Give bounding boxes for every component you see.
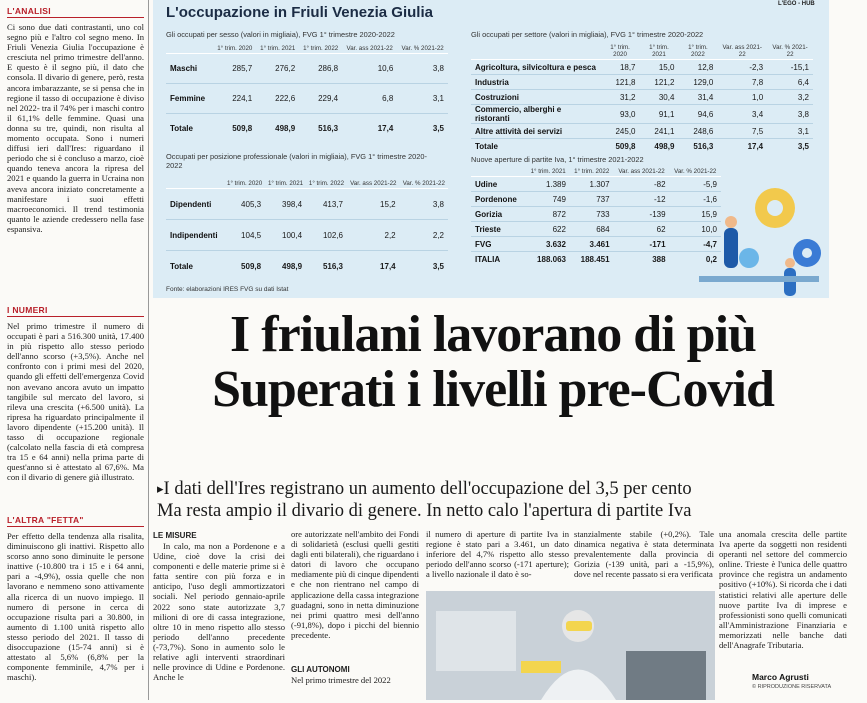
section-label-analisi: L'ANALISI — [7, 6, 144, 18]
table-cell: 121,8 — [601, 75, 640, 90]
body-column-4 — [574, 529, 714, 589]
table-vat-caption: Nuove aperture di partite Iva, 1° trimestre 2021-2022 — [471, 155, 644, 164]
table-cell: 3,5 — [767, 139, 813, 154]
fetta-text: Per effetto della tendenza alla risalita, diminuiscono gli inattivi. Rispetto allo scorso anno sono diminuite le persone inattive (-10.800 tra i 15 e i 64 anni, pari a -4,9%), ossia quelle che non lavorano e nemmeno sono attivamente alla ricerca di un nuovo impiego. Il numero di persone in cerca di occupazione risulta pari a 30.800, in aumento di 1.100 unità rispetto allo stesso periodo del 2021. Il tasso di disoccupazione (15-74 anni) si è attestato al 5,6% (6,8% per la componente femminile, 4,7% per i maschi). — [7, 531, 144, 683]
column-header: 1° trim. 2021 — [265, 179, 306, 189]
table-cell: 100,4 — [265, 220, 306, 251]
section-label-fetta: L'ALTRA "FETTA" — [7, 515, 144, 527]
table-cell: 0,2 — [670, 252, 721, 267]
table-cell: 3.461 — [570, 237, 614, 252]
table-row — [471, 222, 721, 237]
table-cell: -5,9 — [670, 177, 721, 192]
sidebar — [7, 6, 144, 703]
column-header: 1° trim. 2020 — [213, 44, 256, 54]
headline-line-2: Superati i livelli pre-Covid — [212, 361, 774, 418]
table-cell: 241,1 — [640, 124, 679, 139]
row-label: Totale — [471, 139, 601, 154]
table-cell: 498,9 — [640, 139, 679, 154]
body-text-4: stanzialmente stabile (+0,2%). Tale dinamica negativa è stata determinata prevalentemente dalla provincia di Gorizia (-139 unità, pari a -15,9%), dove nel recente passato si era verificata — [574, 529, 714, 580]
table-cell: 737 — [570, 192, 614, 207]
table-cell: 17,4 — [717, 139, 767, 154]
row-label: Commercio, alberghi e ristoranti — [471, 105, 601, 124]
table-cell: 509,8 — [601, 139, 640, 154]
table-cell: 398,4 — [265, 189, 306, 220]
table-cell: 91,1 — [640, 105, 679, 124]
table-cell: 17,4 — [342, 114, 397, 144]
reproduction-notice: © RIPRODUZIONE RISERVATA — [752, 684, 832, 690]
table-cell: 3,8 — [767, 105, 813, 124]
table-cell: 30,4 — [640, 90, 679, 105]
header-blank — [166, 44, 213, 54]
table-cell: 872 — [526, 207, 570, 222]
column-header: Var. % 2021-22 — [400, 179, 448, 189]
table-cell: 1,0 — [717, 90, 767, 105]
table-cell: 94,6 — [678, 105, 717, 124]
header-blank — [471, 43, 601, 60]
table-new-vat-numbers — [471, 167, 721, 267]
column-header: 1° trim. 2020 — [601, 43, 640, 60]
table-cell: -4,7 — [670, 237, 721, 252]
deck-line-1: I dati dell'Ires registrano un aumento dell'occupazione del 3,5 per cento — [163, 479, 692, 499]
row-label: Femmine — [166, 84, 213, 114]
table-cell: 3.632 — [526, 237, 570, 252]
table-cell: 3,2 — [767, 90, 813, 105]
table-row — [471, 207, 721, 222]
column-header: Var. ass 2021-22 — [717, 43, 767, 60]
body-column-5 — [719, 529, 847, 667]
table-cell: 7,8 — [717, 75, 767, 90]
table-cell: 15,2 — [347, 189, 400, 220]
table-row — [166, 84, 448, 114]
table-cell: 7,5 — [717, 124, 767, 139]
table-row — [471, 192, 721, 207]
table-cell: 3,1 — [767, 124, 813, 139]
table-sector-caption: Gli occupati per settore (valori in migliaia), FVG 1° trimestre 2020-2022 — [471, 30, 704, 39]
table-cell: 516,3 — [678, 139, 717, 154]
table-cell: 3,5 — [400, 251, 448, 282]
body-column-2 — [291, 529, 419, 685]
table-cell: 1.307 — [570, 177, 614, 192]
table-cell: -171 — [614, 237, 670, 252]
table-cell: 15,0 — [640, 60, 679, 75]
table-cell: 224,1 — [213, 84, 256, 114]
column-header: Var. ass 2021-22 — [347, 179, 400, 189]
table-cell: 286,8 — [299, 54, 342, 84]
table-cell: -1,6 — [670, 192, 721, 207]
table-cell: 17,4 — [347, 251, 400, 282]
section-label-numeri: I NUMERI — [7, 305, 144, 317]
table-row — [471, 237, 721, 252]
row-label: Industria — [471, 75, 601, 90]
column-header: 1° trim. 2021 — [256, 44, 299, 54]
column-header: Var. ass 2021-22 — [614, 167, 670, 177]
table-row — [471, 60, 813, 75]
table-row — [166, 189, 448, 220]
column-header: 1° trim. 2022 — [678, 43, 717, 60]
table-row — [166, 251, 448, 282]
table-cell: 498,9 — [265, 251, 306, 282]
table-cell: 2,2 — [400, 220, 448, 251]
table-cell: 6,4 — [767, 75, 813, 90]
body-column-3 — [426, 529, 569, 589]
table-occupied-by-sector — [471, 43, 813, 154]
table-cell: 498,9 — [256, 114, 299, 144]
column-header: 1° trim. 2020 — [224, 179, 265, 189]
body-text-5: una anomala crescita delle partite Iva aperte da soggetti non residenti operanti nel settore del commercio online. Trieste è l'unica delle quattro province che registra un andamento positivo (+10%). Si ricorda che i dati statistici relativi alle aperture delle nuove partite Iva di imprese e professionisti sono quelli comunicati all'Amministrazione Finanziaria e memorizzati nelle banche dati dell'Anagrafe Tributaria. — [719, 529, 847, 651]
table-cell: 622 — [526, 222, 570, 237]
table-cell: 248,6 — [678, 124, 717, 139]
column-header: 1° trim. 2021 — [526, 167, 570, 177]
deck-line-2: Ma resta ampio il divario di genere. In netto calo l'apertura di partite Iva — [157, 501, 692, 521]
table-row — [471, 105, 813, 124]
table-position-caption: Occupati per posizione professionale (valori in migliaia), FVG 1° trimestre 2020-2022 — [166, 152, 427, 170]
table-cell: 245,0 — [601, 124, 640, 139]
table-occupied-by-position — [166, 179, 448, 282]
column-header: 1° trim. 2021 — [640, 43, 679, 60]
table-cell: 388 — [614, 252, 670, 267]
body-text-1: In calo, ma non a Pordenone e a Udine, cioè dove la crisi dei componenti e delle materie prime si è fatta sentire con più forza e in anticipo, l'uso degli ammortizzatori sociali. Nel periodo gennaio-aprile 2022 sono state autorizzate 3,7 milioni di ore di cassa integrazione, oltre 10 in meno rispetto allo stesso periodo dell'anno precedente (-73,7%). Sono in aumento solo le relative agli interventi straordinari nelle province di Udine e Pordenone. Anche le — [153, 541, 285, 683]
table-row — [166, 54, 448, 84]
infographic-title: L'occupazione in Friuli Venezia Giulia — [166, 4, 433, 21]
table-cell: 18,7 — [601, 60, 640, 75]
body-text-2: ore autorizzate nell'ambito dei Fondi di solidarietà (esclusi quelli gestiti dagli enti bilaterali), che riguardano i datori di lavoro che occupano mediamente più di cinque dipendenti e che non rientrano nel campo di applicazione della cassa integrazione guadagni, sono in netta diminuzione nei primi quattro mesi dell'anno (-91,8%), dopo i picchi del biennio precedente. — [291, 529, 419, 640]
table-row — [471, 75, 813, 90]
table-cell: -139 — [614, 207, 670, 222]
numbers-text: Nel primo trimestre il numero di occupati è pari a 516.300 unità, 17.400 in più rispetto allo stesso periodo dell'anno scorso (+3,5%). Anche nel confronto con i primi mesi del 2020, quando gli effetti dell'emergenza Covid non avevano ancora avuto un impatto tangibile sul mercato del lavoro, si rileva una crescita (+6.500 unità). La ripresa ha riguardato principalmente il lavoro dipendente (+15.200 unità). Il tasso di occupazione regionale (calcolato nella fascia di età compresa tra 15 e 64 anni) nella prima parte di quest'anno si è attestato al 67,6%. Ma con il divario di genere già illustrato. — [7, 321, 144, 483]
photo-worker-factory — [426, 591, 715, 700]
table-row — [471, 252, 721, 267]
table-row — [471, 124, 813, 139]
table-cell: 10,6 — [342, 54, 397, 84]
table-cell: 276,2 — [256, 54, 299, 84]
row-label: Dipendenti — [166, 189, 224, 220]
table-cell: 749 — [526, 192, 570, 207]
row-label: Maschi — [166, 54, 213, 84]
byline: Marco Agrusti — [752, 672, 809, 682]
column-header: Var. % 2021-22 — [670, 167, 721, 177]
table-cell: 229,4 — [299, 84, 342, 114]
table-sex-caption: Gli occupati per sesso (valori in migliaia), FVG 1° trimestre 2020-2022 — [166, 30, 395, 39]
table-row — [471, 90, 813, 105]
table-row — [471, 177, 721, 192]
table-cell: 31,4 — [678, 90, 717, 105]
row-label: Totale — [166, 114, 213, 144]
row-label: Pordenone — [471, 192, 526, 207]
row-label: Totale — [166, 251, 224, 282]
table-cell: -12 — [614, 192, 670, 207]
table-cell: 516,3 — [306, 251, 347, 282]
table-cell: 509,8 — [224, 251, 265, 282]
table-cell: 121,2 — [640, 75, 679, 90]
row-label: Indipendenti — [166, 220, 224, 251]
table-cell: 2,2 — [347, 220, 400, 251]
table-cell: -15,1 — [767, 60, 813, 75]
header-blank — [166, 179, 224, 189]
table-cell: 285,7 — [213, 54, 256, 84]
body-column-1 — [153, 529, 285, 699]
table-cell: 509,8 — [213, 114, 256, 144]
table-cell: 10,0 — [670, 222, 721, 237]
row-label: Altre attività dei servizi — [471, 124, 601, 139]
table-cell: 3,1 — [397, 84, 448, 114]
table-cell: 31,2 — [601, 90, 640, 105]
table-cell: 222,6 — [256, 84, 299, 114]
table-cell: 684 — [570, 222, 614, 237]
table-cell: 93,0 — [601, 105, 640, 124]
analysis-text: Ci sono due dati contrastanti, uno col segno più e l'altro col segno meno. In Friuli Venezia Giulia l'occupazione è cresciuta nel primo trimestre dell'anno. E questo è il segno più, il dato che consola. Il divario di genere, però, resta ancora imbarazzante, se si pensa che in regione il tasso di occupazione è diviso nel 2022- tra il 74% per i maschi contro il 61,1% delle femmine. Quasi una donna su tre, quindi, non risulta al momento occupata. Sono i numeri diffusi ieri dall'Ires: riguardano il periodo che si è concluso a marzo, cioè quando teneva ancora la ripresa del 2021 e quando la guerra in Ucraina non aveva ancora iniziato concretamente a manifestare i suoi effetti macroeconomici. Il trend testimonia quanto le aziende credessero nella fase espansiva. — [7, 22, 144, 234]
column-header: Var. ass 2021-22 — [342, 44, 397, 54]
table-row — [471, 139, 813, 154]
table-cell: -2,3 — [717, 60, 767, 75]
row-label: Costruzioni — [471, 90, 601, 105]
table-cell: 3,8 — [397, 54, 448, 84]
row-label: Udine — [471, 177, 526, 192]
table-cell: 188.451 — [570, 252, 614, 267]
table-cell: -82 — [614, 177, 670, 192]
row-label: Gorizia — [471, 207, 526, 222]
column-header: 1° trim. 2022 — [306, 179, 347, 189]
table-cell: 6,8 — [342, 84, 397, 114]
row-label: ITALIA — [471, 252, 526, 267]
table-cell: 413,7 — [306, 189, 347, 220]
table-cell: 104,5 — [224, 220, 265, 251]
table-cell: 188.063 — [526, 252, 570, 267]
table-cell: 3,8 — [400, 189, 448, 220]
table-cell: 3,5 — [397, 114, 448, 144]
deck: ▸I dati dell'Ires registrano un aumento dell'occupazione del 3,5 per cento Ma resta ampio il divario di genere. In netto calo l'apertura di partite Iva — [157, 478, 837, 522]
headline — [148, 307, 838, 417]
column-header: 1° trim. 2022 — [299, 44, 342, 54]
table-cell: 62 — [614, 222, 670, 237]
table-cell: 733 — [570, 207, 614, 222]
table-cell: 405,3 — [224, 189, 265, 220]
subhead-autonomi: GLI AUTONOMI — [291, 665, 350, 674]
table-cell: 3,4 — [717, 105, 767, 124]
row-label: Trieste — [471, 222, 526, 237]
table-cell: 15,9 — [670, 207, 721, 222]
table-cell: 516,3 — [299, 114, 342, 144]
table-cell: 102,6 — [306, 220, 347, 251]
table-row — [166, 114, 448, 144]
body-text-2b: Nel primo trimestre del 2022 — [291, 675, 391, 685]
table-cell: 1.389 — [526, 177, 570, 192]
infographic-source: Fonte: elaborazioni IRES FVG su dati Istat — [166, 286, 289, 293]
worker-photo-illustration — [426, 591, 715, 700]
table-occupied-by-sex — [166, 44, 448, 144]
column-header: Var. % 2021-22 — [767, 43, 813, 60]
table-cell: 129,0 — [678, 75, 717, 90]
row-label: Agricoltura, silvicoltura e pesca — [471, 60, 601, 75]
table-cell: 12,8 — [678, 60, 717, 75]
source-corner-label: L'EGO - HUB — [778, 1, 815, 7]
row-label: FVG — [471, 237, 526, 252]
header-blank — [471, 167, 526, 177]
headline-line-1: I friulani lavorano di più — [230, 306, 756, 363]
table-row — [166, 220, 448, 251]
body-text-3: il numero di aperture di partite Iva in regione è stato pari a 3.461, un dato inferiore del 4,7% rispetto allo stesso periodo dell'anno scorso (-171 aperture); a livello nazionale il dato è so- — [426, 529, 569, 580]
column-header: 1° trim. 2022 — [570, 167, 614, 177]
subhead-misure: LE MISURE — [153, 531, 197, 540]
column-header: Var. % 2021-22 — [397, 44, 448, 54]
